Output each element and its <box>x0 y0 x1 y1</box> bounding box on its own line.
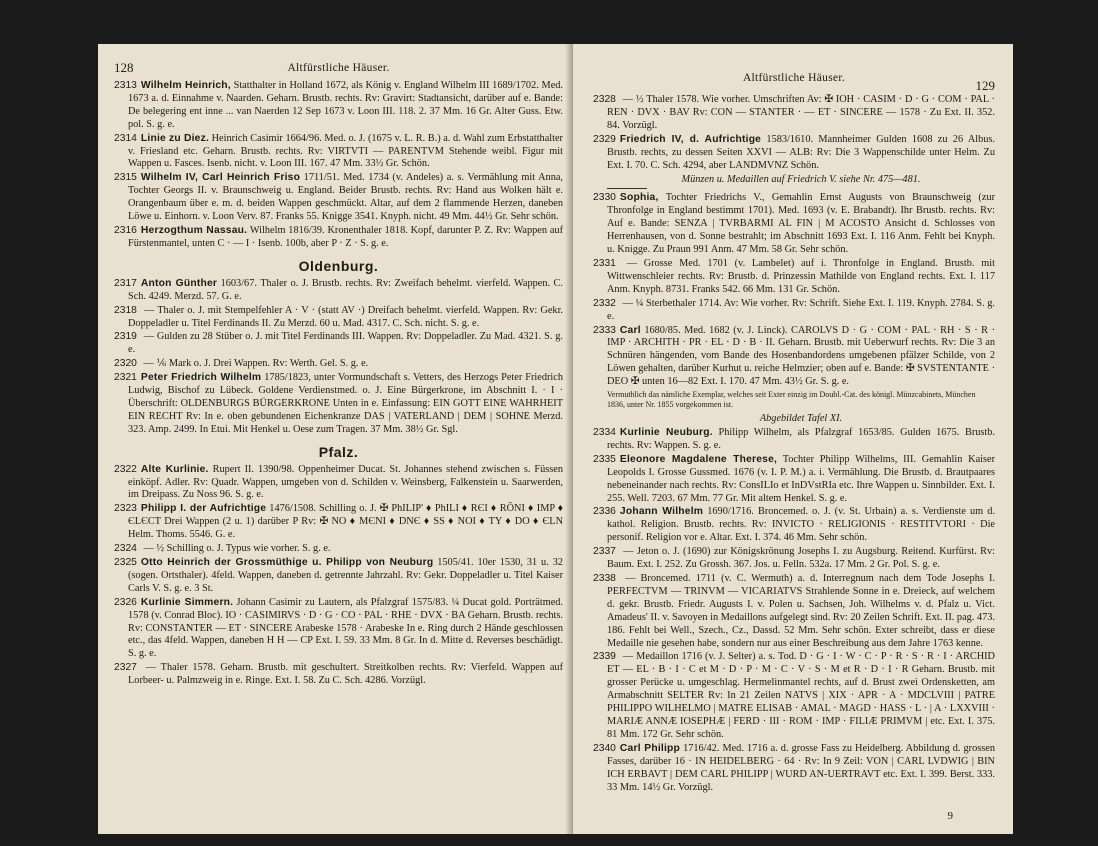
entry-text: Wilhelm 1816/39. Kronenthaler 1818. Kopf, darunter P. Z. Rv: Wappen auf Fürstenmantel, unten C · — I · Isenb. 100b, aber P · Z · S. g. e. <box>128 224 563 249</box>
entry-text: Johann Casimir zu Lautern, als Pfalzgraf 1575/83. ¼ Ducat gold. Porträtmed. 1578 (v. Conrad Bloc). IO · CASIMIRVS · D · G · CO · PAL · RHE · DVX · BA Geharn. Brustb. rechts. Rv: CONSTANTER — ET · SINCERE Arabeske 1578 · Arabeske In e. Ring durch 2 Hände geschlossen etc., das 4feld. Wappen, daneben H H — CP Ext. I. 59. 33 Mm. 8 Gr. In d. Mitte d. Reverses beschädigt. S. g. e. <box>128 596 563 660</box>
signature-mark: 9 <box>947 810 953 822</box>
entry-number: 2340 <box>593 742 616 754</box>
right-running-head: Altfürstliche Häuser. <box>742 72 846 84</box>
right-entries <box>593 94 995 172</box>
entry-text: — Broncemed. 1711 (v. C. Wermuth) a. d. Interregnum nach dem Tode Josephs I. PERFECTVM — TRINVM — VICARIATVS Strahlende Sonne in e. Dreieck, auf welchem d. gekr. Brustb. Friedr. Augusts I. v. Polen u. Sachsen, Joh. Wilhelms v. d. Pfalz u. Vict. Amadeus' II. v. Savoyen in Medaillons aufgelegt sind. Rv: 20 Zeilen Schrift. Ext. II. pag. 473. 186. Fehlt bei Well., Szech., Cz., Dassd. 52 Mm. Sehr schön. Exter schreibt, dass er diese Medaille nie gesehen habe, sondern nur aus einer Beschreibung aus dem Jahre 1763 kenne. <box>607 573 996 649</box>
section-heading-oldenburg: Oldenburg. <box>298 257 379 274</box>
catalog-entry <box>114 596 563 662</box>
entry-text: 1716/42. Med. 1716 a. d. grosse Fass zu Heidelberg. Abbildung d. grossen Fasses, darüber 16 · IN HEIDELBERG · 64 · Rv: In 9 Zeil: VON | CARL LVDWIG | BIN ICH ERBAVT | DEM CARL PHILIPP | WURD AN-UERTRAVT etc. Ext. I. 399. Berst. 333. 33 Mm. 14½ Gr. Vorzügl. <box>607 742 995 793</box>
catalog-entry <box>593 133 995 173</box>
entry-name: Wilhelm Heinrich, <box>140 80 231 91</box>
entry-number: 2329 <box>593 133 616 145</box>
entry-name: Eleonore Magdalene Therese, <box>619 453 778 465</box>
entry-text: — Thaler o. J. mit Stempelfehler A · V · (statt AV ·) Dreifach behelmt. vierfeld. Wappen. Rv: Gekr. Doppeladler u. Titel Ferdinands II. Zu Merzd. 60 u. Mad. 4317. C. Sch. nicht. S. g. e. <box>128 304 564 329</box>
figure-reference: Abgebildet Tafel XI. <box>759 413 843 425</box>
catalog-entry <box>593 257 995 297</box>
entry-text: Statthalter in Holland 1672, als König v. England Wilhelm III 1689/1702. Med. 1673 a. d. Einnahme v. Naarden. Geharn. Brustb. rechts. Rv: Gravirt: Stadtansicht, darüber auf e. Bande: De belegering ent inne ... van Naerden 12 Sep 1673 v. Loon III. 118. 2. 37 Mm. 16 Gr. Alter Guss. Etw. pol. S. g. e. <box>128 80 564 130</box>
entry-number: 2323 <box>114 503 137 515</box>
catalog-entry <box>114 277 563 304</box>
catalog-entry <box>114 463 564 503</box>
entry-number: 2332 <box>593 297 616 309</box>
entry-number: 2333 <box>593 324 616 336</box>
left-entries-pfalz <box>114 464 563 688</box>
entry-name: Philipp I. der Aufrichtige <box>140 503 267 515</box>
entry-number: 2318 <box>114 304 137 316</box>
left-header <box>114 54 563 80</box>
entry-number: 2315 <box>114 172 137 184</box>
entry-text: — Jeton o. J. (1690) zur Königskrönung Josephs I. zu Augsburg. Reitend. Kurfürst. Rv: Baum. Ext. I. 252. Zu Grossh. 367. Jos. u. Felln. 532a. 17 Mm. 2 Gr. Pol. S. g. e. <box>607 546 995 571</box>
catalog-entry <box>593 651 995 741</box>
catalog-entry <box>114 172 563 224</box>
entry-text: 1603/67. Thaler o. J. Brustb. rechts. Rv: Zweifach behelmt. vierfeld. Wappen. C. Sch. 4249. Merzd. 57. G. e. <box>128 277 563 302</box>
entry-name: Alte Kurlinie. <box>140 463 209 475</box>
entry-name: Johann Wilhelm <box>619 506 704 518</box>
left-page-number: 128 <box>114 60 134 75</box>
left-running-head: Altfürstliche Häuser. <box>287 62 390 74</box>
entry-number: 2314 <box>114 132 137 144</box>
entry-text: 1680/85. Med. 1682 (v. J. Linck). CAROLVS D · G · COM · PAL · RH · S · R · IMP · ARCHITH · PR · EL · D · B · II. Geharn. Brustb. mit Ueberwurf rechts. Rv: Die 3 an Schnüren hängenden, vom Bande des Hosenbandordens umgebenen pfälzer Schilde, von 2 Löwen gehalten, darüber Kurhut u. reiche Helmzier; oben auf e. Bande: ✠ SVSTENTANTE · DEO ✠ unten 16—82 Ext. I. 170. 47 Mm. 43½ Gr. S. g. e. <box>607 324 995 388</box>
catalog-entry <box>114 372 563 437</box>
entry-text: 1583/1610. Mannheimer Gulden 1608 zu 26 Albus. Brustb. rechts, zu dessen Seiten XXVI — ALB: Rv: Die 3 Wappenschilde unter Helm. Zu Ext. I. 70. C. Sch. 4294, aber LANDMVNZ Schön. <box>607 133 995 171</box>
section-heading-pfalz: Pfalz. <box>318 443 359 460</box>
entry-number: 2316 <box>114 224 137 236</box>
entry-text: — ½ Thaler 1578. Wie vorher. Umschriften Av: ✠ IOH · CASIM · D · G · COM · PAL · REN · DVX · BAV Rv: CON — STANTER · — ET · SINCERE — 1578 · Zu Ext. II. 352. 84. Vorzügl. <box>607 94 995 131</box>
catalog-entry <box>114 80 564 132</box>
catalog-entry <box>593 297 995 324</box>
entry-number: 2330 <box>593 192 616 204</box>
entry-text: — Thaler 1578. Geharn. Brustb. mit geschultert. Streitkolben rechts. Rv: Vierfeld. Wappen auf Lorbeer- u. Palmzweig in e. Ringe. Ext. I. 58. Zu C. Sch. 4286. Vorzügl. <box>128 662 563 687</box>
entry-number: 2337 <box>593 546 616 558</box>
entry-text: 1785/1823, unter Vormundschaft s. Vetters, des Herzogs Peter Friedrich Ludwig, Bischof zu Lübeck. Goldene Verdienstmed. o. J. Eine Bürgerkrone, im Abschnitt I. · I · Überschrift: OLDENBURGS BÜRGERKRONE Unten in e. Einfassung: EIN GOTT EINE WAHRHEIT EIN RECHT Rv: In e. oben gebundenen Eichenkranze DAS | VATERLAND | DEM | SOHNE Merzd. 323. Amp. 2499. In Etui. Mit Henkel u. Oese zum Tragen. 37 Mm. 38½ Gr. Sgl. <box>128 372 563 435</box>
cross-reference-subhead: Münzen u. Medaillen auf Friedrich V. siehe Nr. 475—481. <box>681 174 921 186</box>
entry-name: Kurlinie Neuburg. <box>619 427 713 439</box>
entry-name: Friedrich IV, d. Aufrichtige <box>619 133 762 145</box>
entry-name: Carl Philipp <box>619 742 681 754</box>
entry-name: Otto Heinrich der Grossmüthige u. Philipp von Neuburg <box>140 557 434 568</box>
catalog-entry <box>593 573 996 650</box>
right-entries-3 <box>593 427 995 794</box>
catalog-entry <box>593 94 995 133</box>
entry-name: Sophia, <box>619 192 659 204</box>
entry-text: Philipp Wilhelm, als Pfalzgraf 1653/85. Gulden 1675. Brustb. rechts. Rv: Wappen. S. g. e. <box>607 427 995 451</box>
entry-number: 2320 <box>114 358 137 370</box>
entry-text: Heinrich Casimir 1664/96. Med. o. J. (1675 v. L. R. B.) a. d. Wahl zum Erbstatthalter v. Friesland etc. Geharn. Brustb. rechts. Rv: VIRTVTI — PARENTVM Stehende weibl. Figur mit Wappen u. Fasces. Isenb. nicht. v. Loon III. 167. 47 Mm. 33½ Gr. Schön. <box>128 132 563 170</box>
entry-text: Tochter Friedrichs V., Gemahlin Ernst Augusts von Braunschweig (zur Thronfolge in England bestimmt 1701). Med. 1693 (v. E. Brabandt). Ihr Brustb. rechts. Rv: Auf e. Bande: SENZA | TVRBARMI AL FIN | M ACOSTO Ansicht d. Schlosses von Herrenhausen, von d. Sonne bestrahlt; im Abschnitt 1693 Ext. I. 116 Anm. Fehlt bei Knyph. u. Knigge. Zu Praun 991 Anm. 47 Mm. 58 Gr. Sehr schön. <box>607 192 996 256</box>
entry-number: 2313 <box>114 80 137 91</box>
right-page <box>573 44 1013 834</box>
entry-number: 2321 <box>114 372 137 384</box>
catalog-entry <box>114 358 563 371</box>
catalog-entry <box>114 304 564 331</box>
left-entries-oldenburg <box>114 278 563 437</box>
catalog-entry <box>593 453 996 506</box>
entry-number: 2339 <box>593 651 616 663</box>
entry-number: 2336 <box>593 506 616 518</box>
catalog-entry <box>114 224 563 251</box>
entry-text: 1505/41. 10er 1530, 31 u. 32 (sogen. Ortsthaler). 4feld. Wappen, daneben d. getrennte Jahrzahl. Rv: Gekr. Doppeladler u. Titel Kaiser Carls V. S. g. e. 3 St. <box>128 557 563 594</box>
catalog-entry <box>593 192 996 257</box>
entry-number: 2325 <box>114 557 137 568</box>
catalog-entry <box>593 506 996 545</box>
right-entries-2 <box>593 192 995 389</box>
entry-number: 2338 <box>593 573 616 584</box>
entry-number: 2334 <box>593 427 616 439</box>
entry-number: 2328 <box>593 94 616 105</box>
catalog-entry <box>593 427 995 453</box>
catalog-entry <box>114 662 563 688</box>
entry-text: — ½ Schilling o. J. Typus wie vorher. S. g. e. <box>143 543 331 555</box>
entry-number: 2331 <box>593 257 616 269</box>
entry-name: Carl <box>619 324 641 336</box>
catalog-entry <box>593 742 995 795</box>
entry-number: 2317 <box>114 277 137 289</box>
entry-number: 2324 <box>114 543 137 555</box>
entry-text: 1690/1716. Broncemed. o. J. (v. St. Urbain) a. s. Verdienste um d. kathol. Religion. Brustb. rechts. Rv: INVICTO · RELIGIONIS · RESTITVTORI · Die personif. Religion vor e. Altar. Ext. I. 374. 46 Mm. Sehr schön. <box>607 506 996 544</box>
entry-number: 2326 <box>114 596 137 608</box>
divider-rule <box>607 188 647 189</box>
entry-name: Herzogthum Nassau. <box>140 224 248 236</box>
entry-text: — ¼ Sterbethaler 1714. Av: Wie vorher. Rv: Schrift. Siehe Ext. I. 119. Knyph. 2784. S. g. e. <box>607 297 995 322</box>
footnote: Vermuthlich das nämliche Exemplar, welches seit Exter einzig im Doubl.-Cat. des königl. Münzcabinets, München 1836, unter Nr. 1855 vorgekommen ist. <box>607 390 976 410</box>
entry-name: Linie zu Diez. <box>140 132 210 144</box>
catalog-entry <box>114 543 563 556</box>
entry-number: 2319 <box>114 331 137 343</box>
entry-text: — Gulden zu 28 Stüber o. J. mit Titel Ferdinands III. Wappen. Rv: Doppeladler. Zu Mad. 4321. S. g. e. <box>128 331 563 356</box>
right-header <box>593 54 995 94</box>
catalog-entry <box>114 132 563 172</box>
catalog-entry <box>114 331 563 357</box>
catalog-entry <box>114 557 563 596</box>
entry-number: 2327 <box>114 662 137 674</box>
entry-name: Peter Friedrich Wilhelm <box>140 372 262 384</box>
entry-number: 2335 <box>593 453 616 465</box>
entry-name: Kurlinie Simmern. <box>140 596 234 608</box>
entry-text: 1476/1508. Schilling o. J. ✠ PhILIP' ♦ PhILI ♦ RЄI ♦ RŌNI ♦ IMP ♦ ЄLЄCT Drei Wappen (2 u. 1) darüber P Rv: ✠ NO ♦ MЄNI ♦ DNЄ ♦ SS ♦ NOI ♦ TY ♦ DO ♦ ЄLN Helm. Thoms. 5546. G. e. <box>128 503 564 541</box>
entry-text: — ⅙ Mark o. J. Drei Wappen. Rv: Werth. Gel. S. g. e. <box>143 358 369 370</box>
left-page <box>98 44 573 834</box>
entry-text: 1711/51. Med. 1734 (v. Andeles) a. s. Vermählung mit Anna, Tochter Georgs II. v. Braunschweig u. England. Beider Brustb. rechts. Rv: Hand aus Wolken hält e. Orangenbaum über e. m. d. beiden Wappen geschmückt. Altar, auf dem 2 flammende Herzen, daneben Löwe u. Einhorn. v. Loon Verv. 87. Franks 55. Knigge 3541. Knyph. nicht. 49 Mm. 44½ Gr. Sehr schön. <box>128 172 563 223</box>
catalog-entry <box>593 546 995 572</box>
entry-name: Wilhelm IV, Carl Heinrich Friso <box>140 172 301 184</box>
entry-name: Anton Günther <box>140 277 218 289</box>
left-entries <box>114 80 563 251</box>
entry-text: — Grosse Med. 1701 (v. Lambelet) auf i. Thronfolge in England. Brustb. mit Wittwenschleier rechts. Rv: Brustb. d. Prinzessin Mathilde von England rechts. Ext. I. 117 Anm. Knyph. 8731. Franks 542. 66 Mm. 131 Gr. Schön. <box>607 257 995 295</box>
catalog-entry <box>114 503 564 542</box>
entry-number: 2322 <box>114 463 137 475</box>
entry-text: Tochter Philipp Wilhelms, III. Gemahlin Kaiser Leopolds I. Grosse Gussmed. 1676 (v. I. P. M.) a. i. Vermählung. Die Brustb. d. Brautpaares nebeneinander nach rechts. Rv: ConsILIo et InDVstRIa etc. Ihre Wappen u. Sinnbilder. Ext. I. 255. Well. 7203. 67 Mm. 77 Gr. Mit altem Henkel. S. g. e. <box>607 453 996 504</box>
entry-text: Rupert II. 1390/98. Oppenheimer Ducat. St. Johannes stehend zwischen s. Füssen einköpf. Adler. Rv: Quadr. Wappen, umgeben von d. Schilden v. Weinsberg, Falkenstein u. Saarwerden, im Dreipass. Zu Noss 96. S. g. e. <box>128 463 564 501</box>
catalog-entry <box>593 324 995 390</box>
right-page-number: 129 <box>975 78 995 93</box>
entry-text: — Medaillon 1716 (v. J. Selter) a. s. Tod. D · G · I · W · C · P · R · S · R · I · ARCHID ET — EL · B · I · C et M · D · P · M · C · V · S · M et R · D · I · R Geharn. Brustb. mit grosser Perücke u. umgeschlag. Hermelinmantel rechts, auf d. Brust zwei Ordensketten, am Armabschnitt SELTER Rv: In 21 Zeilen NATVS | XIX · APR · A · MDCLVIII | PATRE PHILIPPO WILHELMO | MATRE ELISAB · AMAL · MAGD · HASS · L · | A · LXXVIII · MARIÆ ANNÆ IOSEPHÆ | FERD · III · ROM · IMP · FILIÆ PRIMVM | etc. Ext. I. 375. 81 Mm. 172 Gr. Sehr schön. <box>607 651 995 740</box>
